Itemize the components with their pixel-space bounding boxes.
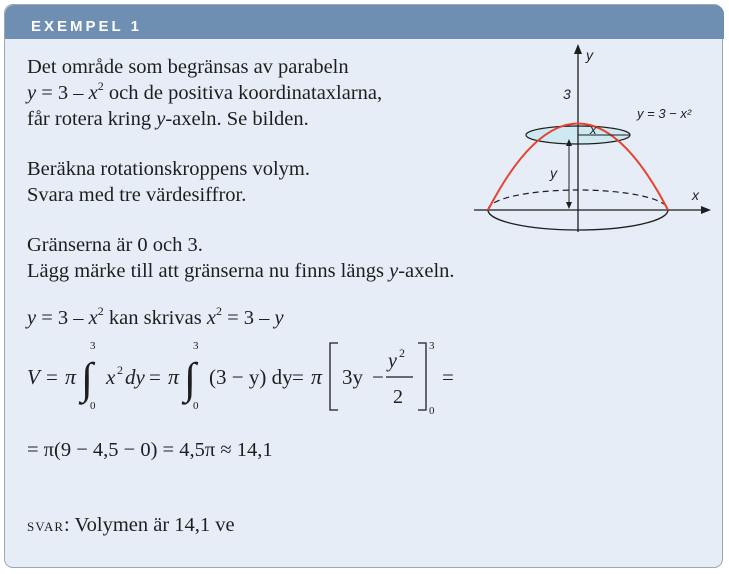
integrand-exp: 2 (117, 363, 123, 377)
evaluation-line: = π(9 − 4,5 − 0) = 4,5π ≈ 14,1 (27, 439, 273, 461)
right-bracket (418, 343, 426, 410)
height-arrow-bottom (566, 202, 572, 209)
task-line-1: Beräkna rotationskroppens volym. (27, 158, 310, 180)
equals-3: = (292, 365, 304, 389)
x-axis-arrow (701, 206, 711, 214)
y-axis-label: y (586, 47, 593, 63)
bracket-lower: 0 (429, 405, 435, 417)
integral-upper-2: 3 (193, 340, 199, 352)
height-label: y (550, 165, 557, 181)
frac-numerator-exp: 2 (399, 346, 405, 360)
integrand-x: x (106, 365, 116, 389)
minus-sign: − (372, 365, 384, 389)
three-y: 3y (342, 365, 363, 389)
equals-4: = (442, 365, 454, 389)
vertex-label: 3 (563, 86, 571, 102)
curve-label: y = 3 − x² (637, 106, 692, 121)
integral-lower-1: 0 (90, 400, 96, 412)
intro-line-2: $y = 3 - x^2$ och de positiva koordinataxlarna, (27, 79, 383, 104)
equals-2: = (149, 365, 161, 389)
frac-numerator-y: y (388, 350, 397, 372)
pi-1: π (65, 364, 77, 389)
bracket-upper: 3 (429, 340, 435, 352)
frac-denominator: 2 (393, 386, 403, 408)
integral-upper-1: 3 (90, 340, 96, 352)
integral-sign-1: ∫ (81, 354, 94, 403)
integral-formula (27, 335, 487, 420)
x-axis-label: x (692, 187, 699, 203)
task-line-2: Svara med tre värdesiffror. (27, 184, 247, 206)
equals-1: = (46, 365, 58, 389)
integral-sign-2: ∫ (184, 354, 197, 403)
answer-line: SVAR: Volymen är 14,1 ve (27, 514, 235, 536)
paraboloid-figure (470, 38, 718, 244)
limits-line-2: Lägg märke till att gränserna nu finns längs y-axeln. (27, 260, 455, 282)
intro-line-3: får rotera kring y-axeln. Se bilden. (27, 108, 309, 130)
left-bracket (330, 343, 338, 410)
integral-lower-2: 0 (193, 400, 199, 412)
rewrite-line: $y = 3 - x^2$ kan skrivas $x^2 = 3 - y$ (27, 304, 284, 329)
integrand-dy: dy (125, 365, 145, 389)
example-heading: EXEMPEL 1 (31, 18, 142, 35)
pi-2: π (168, 364, 180, 389)
integrand-paren: (3 − y) dy (209, 365, 293, 389)
volume-symbol: V (27, 365, 40, 389)
intro-line-1: Det område som begränsas av parabeln (27, 56, 349, 78)
radius-label: x (590, 122, 597, 137)
limits-line-1: Gränserna är 0 och 3. (27, 234, 203, 256)
pi-3: π (311, 364, 323, 389)
y-axis-arrow (574, 44, 582, 54)
